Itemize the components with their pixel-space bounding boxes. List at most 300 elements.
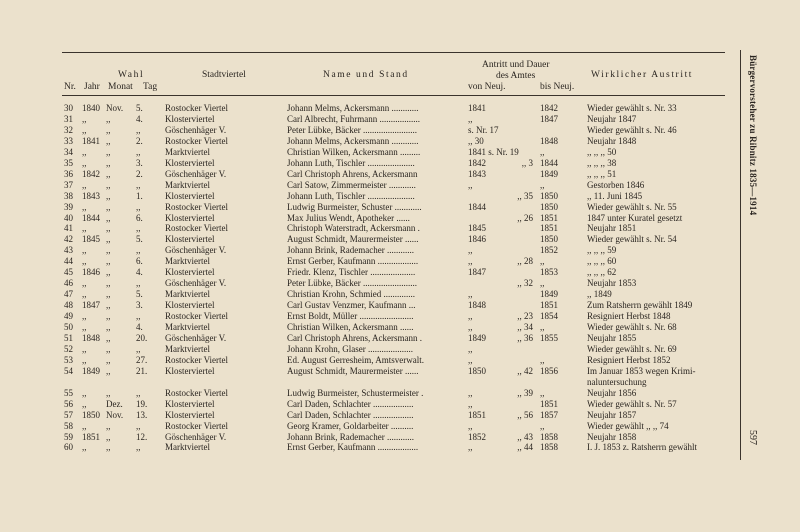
cell-nr: 47 (64, 290, 73, 300)
page-number-text: 597 (747, 430, 758, 445)
cell-name: August Schmidt, Maurermeister ...... (287, 235, 419, 245)
cell-tag: 12. (136, 432, 148, 442)
cell-tag: ,, (136, 421, 141, 431)
cell-nr: 37 (64, 180, 73, 190)
cell-name: Carl Satow, Zimmermeister ............ (287, 180, 416, 190)
cell-name: Ludwig Burmeister, Schustermeister . (287, 388, 424, 398)
cell-viertel: Klosterviertel (165, 158, 215, 168)
cell-tag: 21. (136, 366, 148, 376)
cell-nr: 46 (64, 279, 73, 289)
cell-name: Johann Krohn, Glaser .................... (287, 344, 413, 354)
cell-viertel: Göschenhäger V. (165, 333, 227, 343)
cell-viertel: Marktviertel (165, 147, 210, 157)
cell-jahr: ,, (82, 421, 87, 431)
cell-jahr: ,, (82, 125, 87, 135)
cell-viertel: Göschenhäger V. (165, 169, 227, 179)
cell-tag: ,, (136, 147, 141, 157)
cell-bis: 1855 (540, 333, 558, 343)
cell-tag: 2. (136, 169, 143, 179)
cell-von-extra: ,, 42 (517, 366, 533, 376)
cell-monat: ,, (106, 355, 111, 365)
cell-monat: ,, (106, 147, 111, 157)
cell-austritt: Neujahr 1847 (587, 114, 637, 124)
cell-von-jahr: ,, (468, 312, 473, 322)
cell-name: Christian Wilken, Ackersmann ......... (287, 147, 421, 157)
cell-nr: 32 (64, 125, 73, 135)
cell-austritt: Wieder gewählt ,, ,, 74 (587, 421, 669, 431)
cell-viertel: Rostocker Viertel (165, 355, 229, 365)
cell-jahr: ,, (82, 246, 87, 256)
cell-nr: 57 (64, 410, 73, 420)
cell-nr: 42 (64, 235, 73, 245)
cell-monat: ,, (106, 257, 111, 267)
cell-von-extra: ,, 23 (517, 312, 533, 322)
cell-monat: ,, (106, 388, 111, 398)
cell-jahr: 1840 (82, 104, 100, 113)
cell-bis: 1850 (540, 235, 558, 245)
cell-bis: 1851 (540, 224, 558, 234)
cell-name: Christian Wilken, Ackersmann ...... (287, 323, 414, 332)
cell-von-extra: ,, 3 (521, 158, 533, 168)
header-tag: Tag (143, 82, 158, 92)
cell-viertel: Klosterviertel (165, 268, 215, 278)
cell-nr: 39 (64, 202, 73, 212)
cell-jahr: ,, (82, 279, 87, 289)
cell-austritt: Neujahr 1855 (587, 333, 637, 343)
cell-nr: 45 (64, 268, 73, 278)
cell-jahr: ,, (82, 312, 87, 322)
cell-viertel: Klosterviertel (165, 114, 215, 124)
cell-jahr: ,, (82, 355, 87, 365)
cell-jahr: ,, (82, 180, 87, 190)
cell-monat: Dez. (106, 399, 123, 409)
cell-bis: ,, (540, 257, 545, 267)
cell-tag: 4. (136, 268, 143, 278)
cell-bis: 1852 (540, 246, 558, 256)
cell-viertel: Marktviertel (165, 180, 210, 190)
cell-bis: 1849 (540, 169, 558, 179)
cell-monat: ,, (106, 443, 111, 453)
cell-von-extra: ,, 56 (517, 410, 533, 420)
cell-von-jahr: ,, (468, 257, 473, 267)
cell-bis: 1854 (540, 312, 558, 322)
cell-name: Carl Albrecht, Fuhrmann .................. (287, 114, 420, 124)
cell-nr: 56 (64, 399, 73, 409)
cell-monat: ,, (106, 202, 111, 212)
cell-nr: 50 (64, 323, 73, 332)
cell-monat: ,, (106, 290, 111, 300)
cell-monat: ,, (106, 158, 111, 168)
cell-bis: ,, (540, 279, 545, 289)
cell-name: Christoph Waterstradt, Ackersmann . (287, 224, 420, 234)
cell-austritt: Wieder gewählt s. Nr. 55 (587, 202, 677, 212)
cell-viertel: Klosterviertel (165, 213, 215, 223)
cell-von-jahr: 1848 (468, 301, 486, 311)
cell-name: Johann Melms, Ackersmann ............ (287, 104, 419, 113)
header-von: von Neuj. (468, 82, 506, 92)
cell-von-extra: ,, 39 (517, 388, 533, 398)
cell-von-jahr: 1851 (468, 410, 486, 420)
cell-viertel: Marktviertel (165, 257, 210, 267)
cell-tag: ,, (136, 388, 141, 398)
cell-jahr: ,, (82, 202, 87, 212)
header-nr: Nr. (64, 82, 76, 92)
cell-jahr: 1847 (82, 301, 100, 311)
cell-tag: 27. (136, 355, 148, 365)
cell-austritt: Wieder gewählt s. Nr. 46 (587, 125, 677, 135)
cell-nr: 36 (64, 169, 73, 179)
cell-name: Peter Lübke, Bäcker ........................ (287, 125, 417, 135)
cell-name: Ernst Boldt, Müller ........................ (287, 312, 414, 322)
cell-jahr: ,, (82, 399, 87, 409)
cell-nr: 52 (64, 344, 73, 354)
cell-bis: ,, (540, 388, 545, 398)
cell-nr: 48 (64, 301, 73, 311)
cell-von-extra: ,, 43 (517, 432, 533, 442)
cell-austritt: naluntersuchung (587, 377, 647, 387)
cell-bis: ,, (540, 180, 545, 190)
cell-jahr: ,, (82, 323, 87, 332)
cell-bis: 1857 (540, 410, 558, 420)
cell-monat: ,, (106, 312, 111, 322)
cell-jahr: ,, (82, 344, 87, 354)
cell-tag: 1. (136, 191, 143, 201)
page-number (744, 430, 764, 460)
cell-viertel: Klosterviertel (165, 366, 215, 376)
cell-name: Carl Daden, Schlachter .................. (287, 399, 414, 409)
cell-von-jahr: ,, (468, 388, 473, 398)
cell-monat: ,, (106, 323, 111, 332)
cell-austritt: Resigniert Herbst 1848 (587, 312, 671, 322)
cell-nr: 33 (64, 136, 73, 146)
cell-viertel: Rostocker Viertel (165, 388, 229, 398)
header-antritt-1: Antritt und Dauer (482, 60, 550, 70)
header-jahr: Jahr (84, 82, 100, 92)
cell-monat: ,, (106, 125, 111, 135)
cell-jahr: 1850 (82, 410, 100, 420)
cell-jahr: ,, (82, 257, 87, 267)
cell-name: Carl Christoph Ahrens, Ackersmann . (287, 333, 422, 343)
cell-von-jahr: 1846 (468, 235, 486, 245)
cell-jahr: 1846 (82, 268, 100, 278)
cell-tag: ,, (136, 246, 141, 256)
cell-bis: 1850 (540, 191, 558, 201)
cell-viertel: Klosterviertel (165, 191, 215, 201)
cell-von-extra: ,, 35 (517, 191, 533, 201)
cell-name: Johann Luth, Tischler ..................... (287, 191, 415, 201)
cell-monat: ,, (106, 344, 111, 354)
cell-viertel: Klosterviertel (165, 410, 215, 420)
cell-bis: 1856 (540, 366, 558, 376)
cell-name: Ludwig Burmeister, Schuster ............ (287, 202, 422, 212)
cell-nr: 53 (64, 355, 73, 365)
cell-tag: 4. (136, 323, 143, 332)
cell-bis: 1848 (540, 136, 558, 146)
side-title (744, 55, 764, 275)
cell-jahr: 1849 (82, 366, 100, 376)
cell-viertel: Klosterviertel (165, 399, 215, 409)
cell-von-jahr: 1847 (468, 268, 486, 278)
cell-nr: 49 (64, 312, 73, 322)
cell-viertel: Rostocker Viertel (165, 312, 229, 322)
cell-austritt: Neujahr 1857 (587, 410, 637, 420)
cell-jahr: 1851 (82, 432, 100, 442)
cell-von-jahr: ,, (468, 246, 473, 256)
cell-tag: 6. (136, 213, 143, 223)
cell-tag: 4. (136, 114, 143, 124)
cell-austritt: ,, ,, ,, 51 (587, 169, 617, 179)
header-stadtviertel: Stadtviertel (202, 70, 246, 80)
cell-von-extra: ,, 26 (517, 213, 533, 223)
cell-jahr: 1845 (82, 235, 100, 245)
cell-bis: 1850 (540, 202, 558, 212)
cell-bis: 1858 (540, 443, 558, 453)
cell-tag: 2. (136, 136, 143, 146)
cell-von-jahr: 1841 (468, 104, 486, 113)
cell-bis: ,, (540, 355, 545, 365)
cell-austritt: Wieder gewählt s. Nr. 57 (587, 399, 677, 409)
cell-monat: ,, (106, 191, 111, 201)
cell-austritt: Neujahr 1858 (587, 432, 637, 442)
cell-monat: ,, (106, 301, 111, 311)
cell-bis: 1853 (540, 268, 558, 278)
cell-von-extra: ,, 36 (517, 333, 533, 343)
cell-name: Johann Luth, Tischler ..................... (287, 158, 415, 168)
cell-name: Christian Krohn, Schmied .............. (287, 290, 415, 300)
cell-tag: 5. (136, 104, 143, 113)
header-monat: Monat (108, 82, 133, 92)
cell-von-jahr: 1852 (468, 432, 486, 442)
cell-tag: 13. (136, 410, 148, 420)
cell-austritt: ,, ,, ,, 50 (587, 147, 617, 157)
cell-bis: ,, (540, 147, 545, 157)
header-rule (62, 95, 725, 96)
cell-name: Johann Brink, Rademacher ............ (287, 246, 414, 256)
cell-nr: 31 (64, 114, 73, 124)
header-wahl: Wahl (118, 70, 145, 80)
header-bis: bis Neuj. (540, 82, 575, 92)
cell-jahr: 1841 (82, 136, 100, 146)
cell-nr: 41 (64, 224, 73, 234)
cell-bis: 1851 (540, 213, 558, 223)
cell-name: Carl Christoph Ahrens, Ackersmann (287, 169, 418, 179)
cell-austritt: ,, ,, ,, 60 (587, 257, 617, 267)
cell-tag: ,, (136, 224, 141, 234)
cell-von-extra: ,, 44 (517, 443, 533, 453)
cell-tag: 19. (136, 399, 148, 409)
cell-austritt: ,, ,, ,, 38 (587, 158, 617, 168)
cell-nr: 58 (64, 421, 73, 431)
cell-jahr: ,, (82, 158, 87, 168)
cell-austritt: Neujahr 1856 (587, 388, 637, 398)
cell-monat: ,, (106, 213, 111, 223)
cell-viertel: Göschenhäger V. (165, 125, 227, 135)
cell-austritt: Neujahr 1851 (587, 224, 637, 234)
cell-jahr: 1844 (82, 213, 100, 223)
cell-bis: ,, (540, 323, 545, 332)
cell-viertel: Göschenhäger V. (165, 432, 227, 442)
cell-nr: 35 (64, 158, 73, 168)
cell-jahr: ,, (82, 290, 87, 300)
cell-austritt: ,, ,, ,, 62 (587, 268, 617, 278)
cell-monat: ,, (106, 432, 111, 442)
cell-nr: 59 (64, 432, 73, 442)
cell-bis: ,, (540, 421, 545, 431)
cell-austritt: Wieder gewählt s. Nr. 33 (587, 104, 677, 113)
cell-austritt: Wieder gewählt s. Nr. 68 (587, 323, 677, 332)
cell-von-jahr: ,, (468, 355, 473, 365)
cell-viertel: Rostocker Viertel (165, 104, 229, 113)
cell-name: Carl Daden, Schlachter .................. (287, 410, 414, 420)
cell-bis: 1847 (540, 114, 558, 124)
header-austritt: Wirklicher Austritt (591, 70, 694, 80)
cell-tag: ,, (136, 180, 141, 190)
cell-name: Ernst Gerber, Kaufmann .................. (287, 443, 419, 453)
cell-name: August Schmidt, Maurermeister ...... (287, 366, 419, 376)
cell-viertel: Marktviertel (165, 443, 210, 453)
cell-name: Carl Gustav Venzmer, Kaufmann ... (287, 301, 416, 311)
cell-viertel: Marktviertel (165, 344, 210, 354)
cell-tag: ,, (136, 344, 141, 354)
cell-monat: ,, (106, 114, 111, 124)
cell-viertel: Rostocker Viertel (165, 421, 229, 431)
cell-tag: 3. (136, 301, 143, 311)
cell-bis: 1844 (540, 158, 558, 168)
cell-monat: ,, (106, 366, 111, 376)
top-rule (62, 52, 725, 53)
cell-monat: Nov. (106, 410, 124, 420)
cell-monat: Nov. (106, 104, 124, 113)
cell-tag: 3. (136, 158, 143, 168)
cell-tag: 6. (136, 257, 143, 267)
cell-monat: ,, (106, 279, 111, 289)
cell-jahr: 1843 (82, 191, 100, 201)
cell-von-jahr: ,, (468, 290, 473, 300)
cell-viertel: Klosterviertel (165, 301, 215, 311)
header-name: Name und Stand (323, 70, 409, 80)
cell-nr: 38 (64, 191, 73, 201)
cell-austritt: Resigniert Herbst 1852 (587, 355, 671, 365)
cell-nr: 54 (64, 366, 73, 376)
cell-viertel: Göschenhäger V. (165, 246, 227, 256)
side-rule (740, 50, 741, 460)
cell-tag: ,, (136, 443, 141, 453)
cell-austritt: Neujahr 1848 (587, 136, 637, 146)
cell-austritt: ,, 1849 (587, 290, 612, 300)
cell-bis: 1851 (540, 301, 558, 311)
cell-monat: ,, (106, 235, 111, 245)
cell-name: Ed. August Gerresheim, Amtsverwalt. (287, 355, 424, 365)
cell-monat: ,, (106, 136, 111, 146)
cell-tag: ,, (136, 312, 141, 322)
cell-von-jahr: 1844 (468, 202, 486, 212)
cell-monat: ,, (106, 268, 111, 278)
cell-name: Ernst Gerber, Kaufmann .................. (287, 257, 419, 267)
cell-monat: ,, (106, 180, 111, 190)
cell-von-jahr: ,, 30 (468, 136, 484, 146)
cell-nr: 55 (64, 388, 73, 398)
cell-jahr: ,, (82, 224, 87, 234)
cell-name: Friedr. Klenz, Tischler .................... (287, 268, 416, 278)
cell-jahr: ,, (82, 147, 87, 157)
cell-viertel: Rostocker Viertel (165, 202, 229, 212)
cell-tag: 5. (136, 290, 143, 300)
cell-monat: ,, (106, 333, 111, 343)
cell-name: Johann Melms, Ackersmann ............ (287, 136, 419, 146)
cell-von-jahr: 1850 (468, 366, 486, 376)
cell-nr: 40 (64, 213, 73, 223)
cell-von-jahr: ,, (468, 399, 473, 409)
cell-tag: ,, (136, 125, 141, 135)
cell-von-extra: ,, 34 (517, 323, 533, 332)
cell-nr: 30 (64, 104, 73, 113)
header-antritt-2: des Amtes (496, 71, 536, 81)
cell-austritt: 1847 unter Kuratel gesetzt (587, 213, 683, 223)
cell-name: Max Julius Wendt, Apotheker ...... (287, 213, 410, 223)
cell-monat: ,, (106, 169, 111, 179)
cell-von-jahr: ,, (468, 323, 473, 332)
cell-austritt: Im Januar 1853 wegen Krimi- (587, 366, 696, 376)
cell-von-jahr: 1849 (468, 333, 486, 343)
cell-name: Johann Brink, Rademacher ............ (287, 432, 414, 442)
cell-monat: ,, (106, 224, 111, 234)
cell-tag: ,, (136, 202, 141, 212)
cell-von-jahr: s. Nr. 17 (468, 125, 499, 135)
cell-austritt: Gestorben 1846 (587, 180, 645, 190)
cell-jahr: 1848 (82, 333, 100, 343)
cell-von-jahr: ,, (468, 114, 473, 124)
cell-name: Peter Lübke, Bäcker ........................ (287, 279, 417, 289)
cell-von-extra: ,, 32 (517, 279, 533, 289)
cell-von-jahr: 1841 s. Nr. 19 (468, 147, 519, 157)
cell-bis: 1842 (540, 104, 558, 113)
cell-von-jahr: ,, (468, 443, 473, 453)
cell-von-jahr: ,, (468, 421, 473, 431)
cell-name: Georg Kramer, Goldarbeiter .......... (287, 421, 414, 431)
cell-tag: 20. (136, 333, 148, 343)
cell-von-jahr: ,, (468, 180, 473, 190)
cell-jahr: ,, (82, 114, 87, 124)
cell-austritt: Wieder gewählt s. Nr. 69 (587, 344, 677, 354)
cell-viertel: Göschenhäger V. (165, 279, 227, 289)
cell-von-jahr: 1843 (468, 169, 486, 179)
cell-von-extra: ,, 28 (517, 257, 533, 267)
cell-jahr: 1842 (82, 169, 100, 179)
cell-viertel: Klosterviertel (165, 235, 215, 245)
cell-jahr: ,, (82, 388, 87, 398)
cell-monat: ,, (106, 246, 111, 256)
cell-nr: 34 (64, 147, 73, 157)
cell-bis: 1851 (540, 399, 558, 409)
cell-von-jahr: 1842 (468, 158, 486, 168)
cell-tag: ,, (136, 279, 141, 289)
cell-tag: 5. (136, 235, 143, 245)
cell-austritt: Wieder gewählt s. Nr. 54 (587, 235, 677, 245)
cell-nr: 60 (64, 443, 73, 453)
side-title-text: Bürgervorsteher zu Ribnitz 1835—1914 (748, 55, 758, 216)
cell-von-jahr: 1845 (468, 224, 486, 234)
cell-nr: 44 (64, 257, 73, 267)
cell-viertel: Marktviertel (165, 290, 210, 300)
cell-viertel: Rostocker Viertel (165, 224, 229, 234)
cell-jahr: ,, (82, 443, 87, 453)
cell-nr: 51 (64, 333, 73, 343)
cell-viertel: Marktviertel (165, 323, 210, 332)
cell-monat: ,, (106, 421, 111, 431)
cell-austritt: I. J. 1853 z. Ratsherrn gewählt (587, 443, 697, 453)
cell-bis: 1858 (540, 432, 558, 442)
cell-austritt: ,, 11. Juni 1845 (587, 191, 643, 201)
